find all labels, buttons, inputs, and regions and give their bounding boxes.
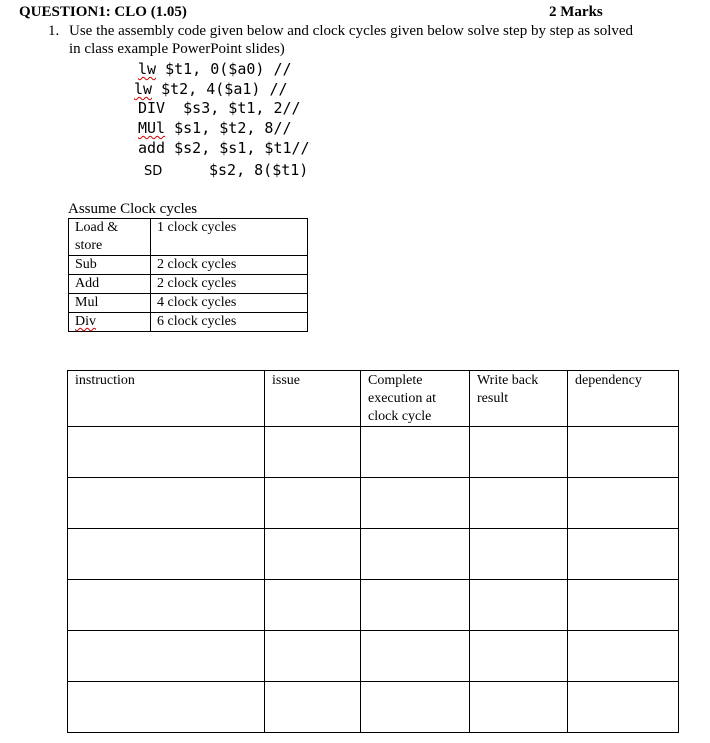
empty-cell[interactable]	[68, 631, 265, 682]
empty-cell[interactable]	[361, 427, 470, 478]
empty-cell[interactable]	[68, 580, 265, 631]
code-op: SD	[144, 164, 163, 179]
header-dependency: dependency	[568, 371, 679, 427]
empty-cell[interactable]	[568, 529, 679, 580]
empty-cell[interactable]	[265, 427, 361, 478]
empty-cell[interactable]	[265, 529, 361, 580]
header-row	[68, 371, 679, 427]
code-line-6-args: $s2, 8($t1)	[209, 161, 309, 179]
code-args: $t2, 4($a1) //	[152, 80, 288, 98]
empty-cell[interactable]	[470, 529, 568, 580]
table-row	[69, 219, 308, 256]
cycles-cell: 6 clock cycles	[151, 313, 308, 332]
table-row	[68, 529, 679, 580]
header-issue: issue	[265, 371, 361, 427]
header-instruction: instruction	[68, 371, 265, 427]
empty-cell[interactable]	[470, 478, 568, 529]
cycles-cell: 2 clock cycles	[151, 256, 308, 275]
question-number: 1.	[48, 23, 60, 39]
table-row	[69, 313, 308, 332]
empty-cell[interactable]	[265, 682, 361, 733]
empty-cell[interactable]	[470, 682, 568, 733]
empty-cell[interactable]	[361, 631, 470, 682]
question-marks: 2 Marks	[549, 4, 603, 20]
empty-cell[interactable]	[470, 427, 568, 478]
empty-cell[interactable]	[265, 580, 361, 631]
cycles-cell: 2 clock cycles	[151, 275, 308, 294]
code-line-3: DIV $s3, $t1, 2//	[138, 99, 301, 117]
empty-cell[interactable]	[568, 580, 679, 631]
answer-table	[67, 370, 679, 733]
code-op: lw	[138, 60, 157, 78]
table-row	[68, 427, 679, 478]
header-complete: Complete execution at clock cycle	[361, 371, 470, 427]
code-args: $s1, $t2, 8//	[165, 119, 292, 137]
code-line-5: add $s2, $s1, $t1//	[138, 139, 310, 157]
op-cell: Add	[69, 275, 151, 294]
op-cell	[69, 313, 151, 332]
empty-cell[interactable]	[68, 427, 265, 478]
code-line-1	[138, 60, 292, 78]
empty-cell[interactable]	[568, 631, 679, 682]
empty-cell[interactable]	[568, 427, 679, 478]
table-row	[69, 256, 308, 275]
empty-cell[interactable]	[68, 529, 265, 580]
op-cell: Load & store	[69, 219, 151, 256]
code-line-2	[134, 80, 288, 98]
empty-cell[interactable]	[470, 631, 568, 682]
op-text: Div	[75, 314, 96, 329]
clock-cycles-table	[68, 218, 308, 332]
table-row	[69, 294, 308, 313]
empty-cell[interactable]	[568, 682, 679, 733]
empty-cell[interactable]	[568, 478, 679, 529]
table-row	[69, 275, 308, 294]
question-text-line-1: Use the assembly code given below and clock cycles given below solve step by step as solved	[69, 23, 634, 39]
clock-cycles-caption: Assume Clock cycles	[68, 201, 198, 217]
op-cell: Mul	[69, 294, 151, 313]
empty-cell[interactable]	[470, 580, 568, 631]
empty-cell[interactable]	[361, 529, 470, 580]
code-op: MUl	[138, 119, 166, 137]
header-write-back: Write back result	[470, 371, 568, 427]
table-row	[68, 580, 679, 631]
code-line-4	[138, 119, 292, 137]
code-line-6	[144, 161, 162, 179]
code-op: lw	[134, 80, 153, 98]
empty-cell[interactable]	[361, 682, 470, 733]
empty-cell[interactable]	[265, 478, 361, 529]
question-title: QUESTION1: CLO (1.05)	[19, 4, 187, 20]
empty-cell[interactable]	[68, 682, 265, 733]
op-cell: Sub	[69, 256, 151, 275]
cycles-cell: 1 clock cycles	[151, 219, 308, 256]
question-text-line-2: in class example PowerPoint slides)	[69, 41, 285, 57]
empty-cell[interactable]	[265, 631, 361, 682]
code-args: $t1, 0($a0) //	[156, 60, 292, 78]
table-row	[68, 478, 679, 529]
cycles-cell: 4 clock cycles	[151, 294, 308, 313]
empty-cell[interactable]	[361, 580, 470, 631]
table-row	[68, 682, 679, 733]
empty-cell[interactable]	[361, 478, 470, 529]
empty-cell[interactable]	[68, 478, 265, 529]
table-row	[68, 631, 679, 682]
